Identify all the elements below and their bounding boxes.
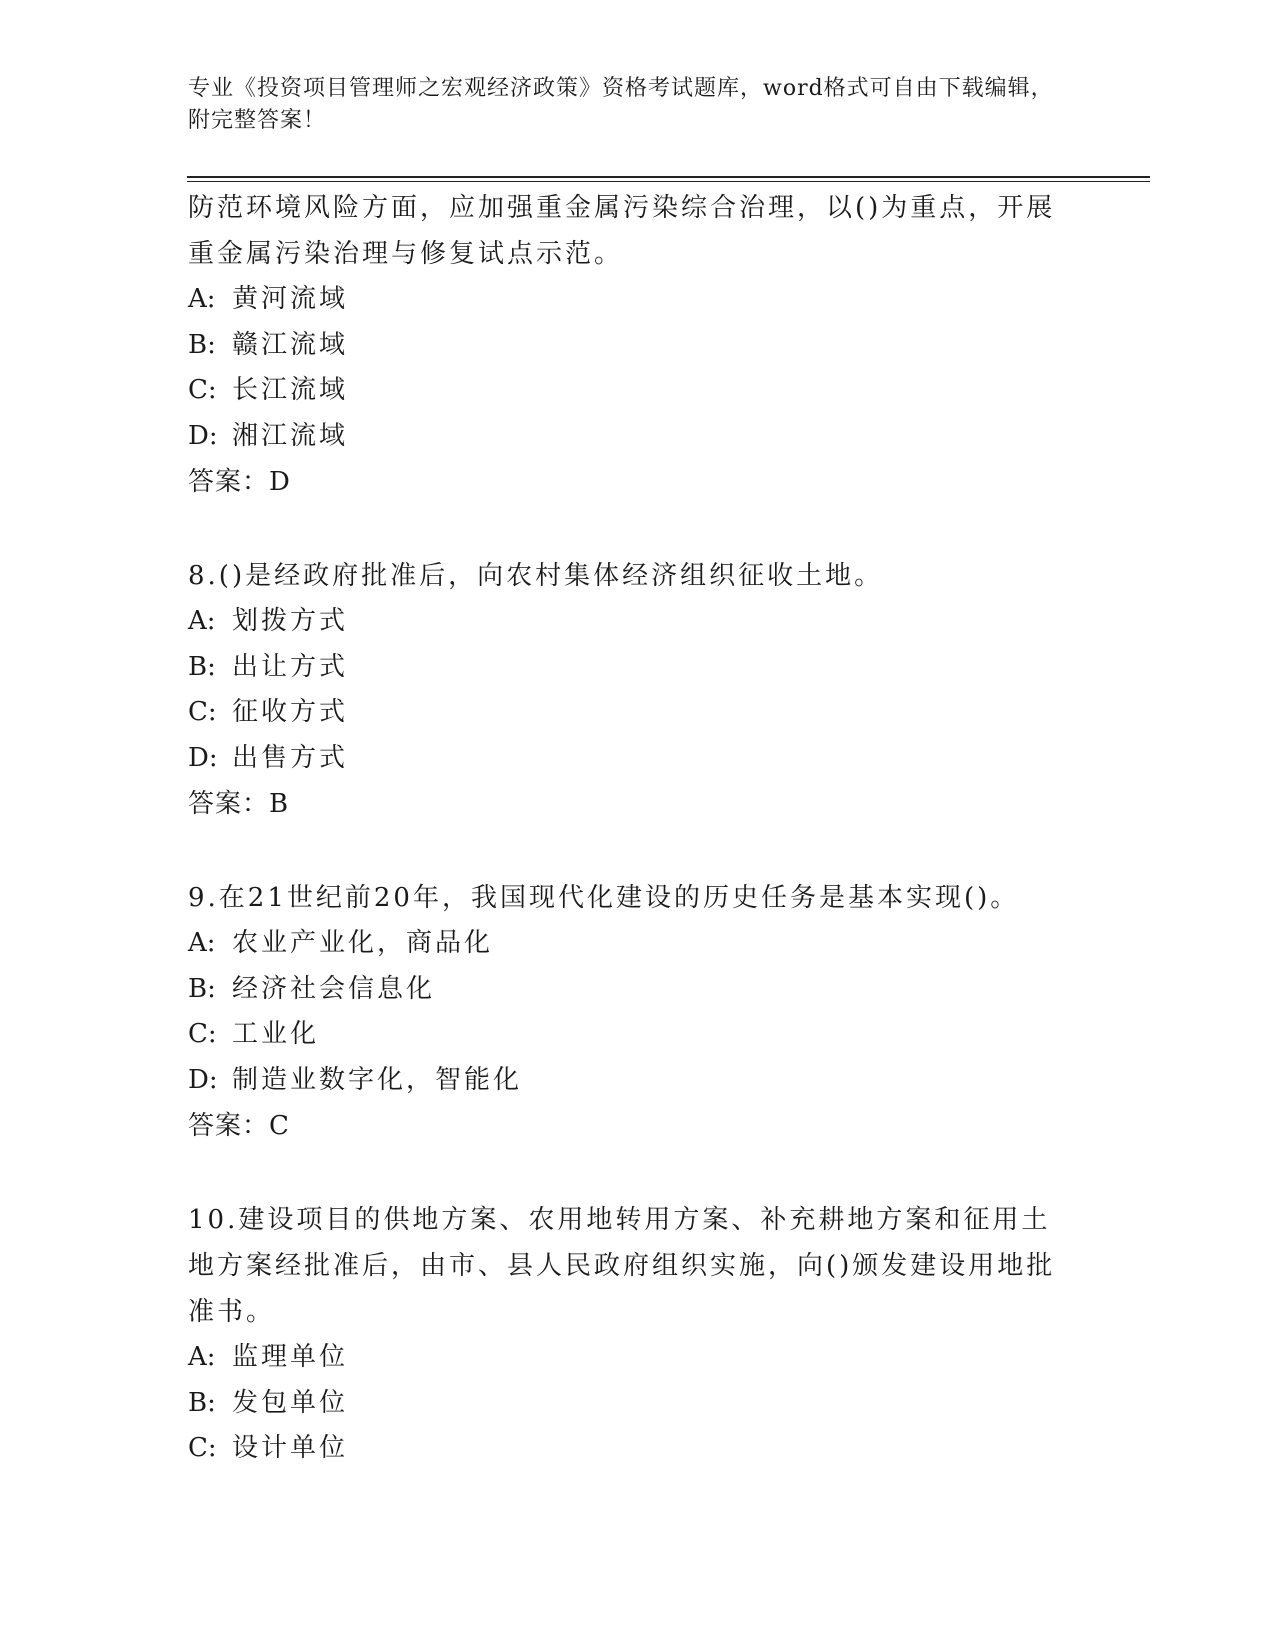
option-text: 制造业数字化，智能化 [232,1064,523,1095]
option-letter: C: [188,1019,217,1049]
option-text: 工业化 [232,1019,320,1049]
option-b [188,1381,1078,1427]
option-letter: D: [188,1064,218,1095]
answer-text: 答案：B [188,789,290,819]
option-c [188,368,1078,414]
option-text: 农业产业化，商品化 [232,928,494,958]
option-letter: A: [188,1342,216,1372]
question-text: 8.()是经政府批准后，向农村集体经济组织征收土地。 [188,561,884,591]
option-b [188,323,1078,369]
option-text: 赣江流域 [232,329,349,360]
option-letter: B: [188,1387,216,1418]
option-text: 设计单位 [232,1433,349,1463]
question-list [188,185,1078,1472]
option-letter: C: [188,375,217,405]
option-c [188,1426,1078,1472]
header-divider-thick [187,176,1150,178]
option-text: 经济社会信息化 [232,973,436,1004]
option-b [188,967,1078,1013]
option-letter: B: [188,973,216,1004]
option-c [188,690,1078,736]
answer-text: 答案：D [188,467,291,497]
option-text: 湘江流域 [232,420,349,451]
option-d [188,736,1078,782]
option-letter: D: [188,420,218,451]
option-letter: D: [188,742,218,773]
question-block [188,553,1078,827]
header-divider-thin [187,181,1150,182]
option-text: 划拨方式 [232,606,349,636]
option-a [188,921,1078,967]
question-text: 9.在21世纪前20年，我国现代化建设的历史任务是基本实现()。 [188,883,1020,913]
option-letter: C: [188,697,217,727]
option-letter: A: [188,606,216,636]
question-text: 10.建设项目的供地方案、农用地转用方案、补充耕地方案和征用土地方案经批准后，由市、县人民政府组织实施，向()颁发建设用地批准书。 [188,1205,1056,1327]
option-text: 征收方式 [232,697,349,727]
question-block [188,185,1078,505]
option-letter: A: [188,284,216,314]
option-d [188,414,1078,460]
option-text: 出售方式 [232,742,349,773]
option-b [188,645,1078,691]
option-letter: C: [188,1433,217,1463]
option-text: 出让方式 [232,651,349,682]
option-a [188,277,1078,323]
option-text: 监理单位 [232,1342,349,1372]
option-text: 长江流域 [232,375,349,405]
answer-text: 答案：C [188,1111,290,1141]
option-c [188,1012,1078,1058]
question-block [188,875,1078,1149]
option-d [188,1058,1078,1104]
question-block [188,1197,1078,1472]
option-letter: A: [188,928,216,958]
question-text: 防范环境风险方面，应加强重金属污染综合治理，以()为重点，开展重金属污染治理与修复试点示范。 [188,193,1056,269]
option-a [188,1335,1078,1381]
option-text: 发包单位 [232,1387,349,1418]
option-letter: B: [188,651,216,682]
option-letter: B: [188,329,216,360]
option-text: 黄河流域 [232,284,349,314]
document-header: 专业《投资项目管理师之宏观经济政策》资格考试题库，word格式可自由下载编辑，附完整答案！ [188,76,1054,133]
option-a [188,599,1078,645]
